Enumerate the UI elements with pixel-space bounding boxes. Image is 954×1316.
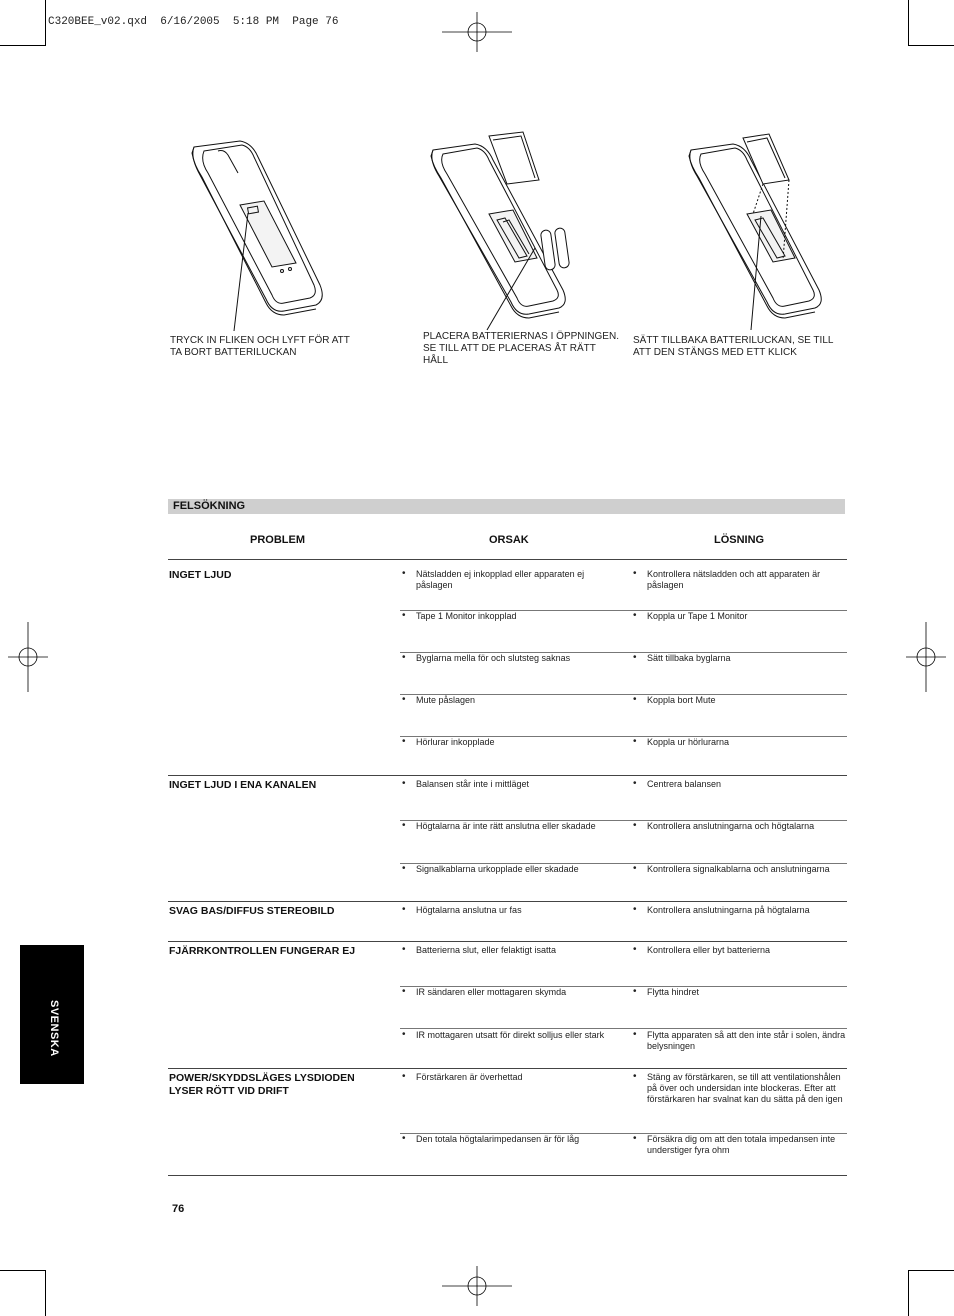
bullet: •: [633, 820, 637, 831]
bullet: •: [402, 652, 406, 663]
cause-cell: • Nätsladden ej inkopplad eller apparaten ej påslagen: [402, 568, 585, 590]
bullet: •: [402, 820, 406, 831]
page-number: 76: [172, 1203, 185, 1215]
bullet: •: [633, 610, 637, 621]
cause-cell: • Signalkablarna urkopplade eller skadade: [402, 863, 579, 874]
bullet: •: [402, 1029, 406, 1040]
illustration-caption-1: TRYCK IN FLIKEN OCH LYFT FÖR ATT TA BORT BATTERILUCKAN: [170, 335, 350, 358]
bullet: •: [402, 944, 406, 955]
remote-batteries-icon: [425, 130, 600, 335]
solution-cell: • Kontrollera signalkablarna och anslutningarna: [633, 863, 830, 874]
bullet: •: [402, 778, 406, 789]
bullet: •: [633, 652, 637, 663]
bullet: •: [633, 1133, 637, 1144]
solution-cell: • Kontrollera nätsladden och att apparaten är påslagen: [633, 568, 821, 590]
solution-cell: • Koppla bort Mute: [633, 694, 716, 705]
cause-cell: • Högtalarna anslutna ur fas: [402, 904, 522, 915]
section-title: FELSÖKNING: [173, 500, 246, 512]
cause-cell: • Den totala högtalarimpedansen är för låg: [402, 1133, 580, 1144]
cause-cell: • Byglarna mella för och slutsteg saknas: [402, 652, 571, 663]
bullet: •: [633, 986, 637, 997]
group-rule: [168, 775, 847, 776]
bullet: •: [633, 904, 637, 915]
bullet: •: [402, 736, 406, 747]
problem-label: SVAG BAS/DIFFUS STEREOBILD: [169, 905, 335, 917]
remote-close-icon: [683, 130, 833, 335]
section-bar: [168, 499, 845, 514]
solution-cell: • Flytta hindret: [633, 986, 700, 997]
registration-mark-left-icon: [8, 622, 48, 692]
solution-cell: • Koppla ur hörlurarna: [633, 736, 730, 747]
bullet: •: [633, 944, 637, 955]
solution-cell: • Sätt tillbaka byglarna: [633, 652, 731, 663]
group-rule: [168, 941, 847, 942]
solution-cell: • Kontrollera anslutningarna och högtalarna: [633, 820, 815, 831]
registration-mark-top-icon: [442, 12, 512, 52]
cause-cell: • Tape 1 Monitor inkopplad: [402, 610, 517, 621]
group-rule: [168, 1068, 847, 1069]
cause-cell: • Högtalarna är inte rätt anslutna eller skadade: [402, 820, 596, 831]
cause-cell: • Förstärkaren är överhettad: [402, 1071, 523, 1082]
table-bottom-rule: [168, 1175, 847, 1176]
solution-cell: • Försäkra dig om att den totala impedansen inte understiger fyra ohm: [633, 1133, 836, 1155]
cause-cell: • Mute påslagen: [402, 694, 476, 705]
cause-cell: • IR mottagaren utsatt för direkt solljus eller stark: [402, 1029, 605, 1040]
registration-mark-right-icon: [906, 622, 946, 692]
column-header-solution: LÖSNING: [714, 534, 765, 546]
solution-cell: • Stäng av förstärkaren, se till att ventilationshålen på över och undersidan inte blockeras. Efter att förstärkaren har svalnat kan du sätta på den igen: [633, 1071, 843, 1104]
problem-label: INGET LJUD I ENA KANALEN: [169, 779, 317, 791]
language-tab-label: SVENSKA: [48, 1000, 60, 1057]
bullet: •: [633, 863, 637, 874]
problem-label: POWER/SKYDDSLÄGES LYSDIODEN LYSER RÖTT VID DRIFT: [169, 1072, 355, 1097]
group-rule: [168, 901, 847, 902]
header-rule: [168, 559, 847, 560]
bullet: •: [402, 904, 406, 915]
solution-cell: • Centrera balansen: [633, 778, 722, 789]
solution-cell: • Kontrollera anslutningarna på högtalarna: [633, 904, 810, 915]
cause-cell: • Balansen står inte i mittläget: [402, 778, 530, 789]
bullet: •: [633, 778, 637, 789]
illustration-caption-3: SÄTT TILLBAKA BATTERILUCKAN, SE TILL ATT DEN STÄNGS MED ETT KLICK: [633, 335, 834, 358]
bullet: •: [402, 1133, 406, 1144]
cause-cell: • Hörlurar inkopplade: [402, 736, 495, 747]
bullet: •: [633, 568, 637, 579]
bullet: •: [633, 694, 637, 705]
solution-cell: • Koppla ur Tape 1 Monitor: [633, 610, 748, 621]
cause-cell: • IR sändaren eller mottagaren skymda: [402, 986, 567, 997]
bullet: •: [402, 694, 406, 705]
problem-label: FJÄRRKONTROLLEN FUNGERAR EJ: [169, 945, 356, 957]
bullet: •: [402, 1071, 406, 1082]
bullet: •: [633, 1071, 637, 1082]
remote-back-icon: [180, 135, 330, 335]
header-slug: C320BEE_v02.qxd 6/16/2005 5:18 PM Page 76: [48, 16, 339, 28]
bullet: •: [402, 863, 406, 874]
solution-cell: • Kontrollera eller byt batterierna: [633, 944, 771, 955]
bullet: •: [633, 1029, 637, 1040]
column-header-problem: PROBLEM: [250, 534, 305, 546]
bullet: •: [402, 610, 406, 621]
cause-cell: • Batterierna slut, eller felaktigt isatta: [402, 944, 557, 955]
solution-cell: • Flytta apparaten så att den inte står i solen, ändra belysningen: [633, 1029, 846, 1051]
problem-label: INGET LJUD: [169, 569, 232, 581]
bullet: •: [633, 736, 637, 747]
illustration-caption-2: PLACERA BATTERIERNAS I ÖPPNINGEN. SE TILL ATT DE PLACERAS ÅT RÄTT HÅLL: [423, 331, 619, 366]
registration-mark-bottom-icon: [442, 1266, 512, 1306]
row-rule: [400, 1028, 847, 1029]
bullet: •: [402, 986, 406, 997]
bullet: •: [402, 568, 406, 579]
column-header-cause: ORSAK: [489, 534, 529, 546]
